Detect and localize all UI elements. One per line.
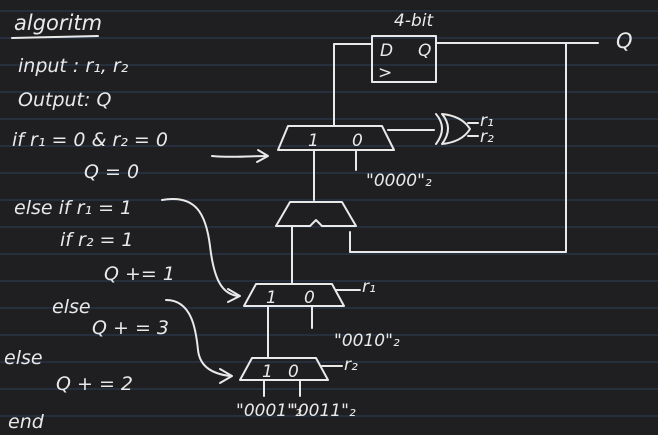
ff-d-label: D [380, 41, 394, 61]
mid-mux-select-label: r₁ [362, 277, 376, 297]
arrow-to-bot-mux [166, 300, 230, 376]
code-line-4: if r₂ = 1 [60, 229, 134, 251]
code-line-8: else [4, 347, 43, 369]
mid-mux [244, 284, 344, 306]
bot-mux-const-a: "0001"₂ [236, 401, 302, 421]
bot-mux-sel-1: 1 [262, 362, 273, 382]
adder [276, 202, 356, 226]
mid-mux-sel-0: 0 [304, 288, 315, 308]
bot-mux-sel-0: 0 [288, 362, 299, 382]
top-mux-sel-1: 1 [308, 131, 319, 151]
xor-input-1: r₁ [480, 111, 494, 131]
q-output-label: Q [616, 29, 633, 53]
ff-q-label: Q [418, 41, 432, 61]
arrow-to-top-mux [212, 156, 266, 157]
register-width-label: 4-bit [394, 11, 434, 31]
top-mux-const: "0000"₂ [366, 171, 432, 191]
xor-input-2: r₂ [480, 127, 494, 147]
code-line-3: else if r₁ = 1 [14, 197, 133, 219]
ff-clock-label: > [378, 63, 393, 83]
d-input-wire [334, 44, 372, 126]
algorithm-title: algoritm [14, 11, 103, 35]
mid-mux-sel-1: 1 [266, 288, 277, 308]
bot-mux-const-b: "0011"₂ [290, 401, 356, 421]
code-line-5: Q += 1 [104, 263, 175, 285]
mid-mux-const: "0010"₂ [334, 331, 400, 351]
code-line-9: Q + = 2 [56, 373, 134, 395]
code-line-7: Q + = 3 [92, 317, 170, 339]
code-line-1: if r₁ = 0 & r₂ = 0 [12, 129, 168, 151]
input-line: input : r₁, r₂ [18, 55, 129, 77]
code-line-10: end [8, 411, 44, 433]
bot-mux-select-label: r₂ [344, 355, 358, 375]
output-line: Output: Q [18, 89, 112, 111]
code-line-2: Q = 0 [84, 161, 140, 183]
bot-mux [240, 358, 328, 380]
code-line-6: else [52, 296, 91, 318]
top-mux-sel-0: 0 [352, 131, 363, 151]
